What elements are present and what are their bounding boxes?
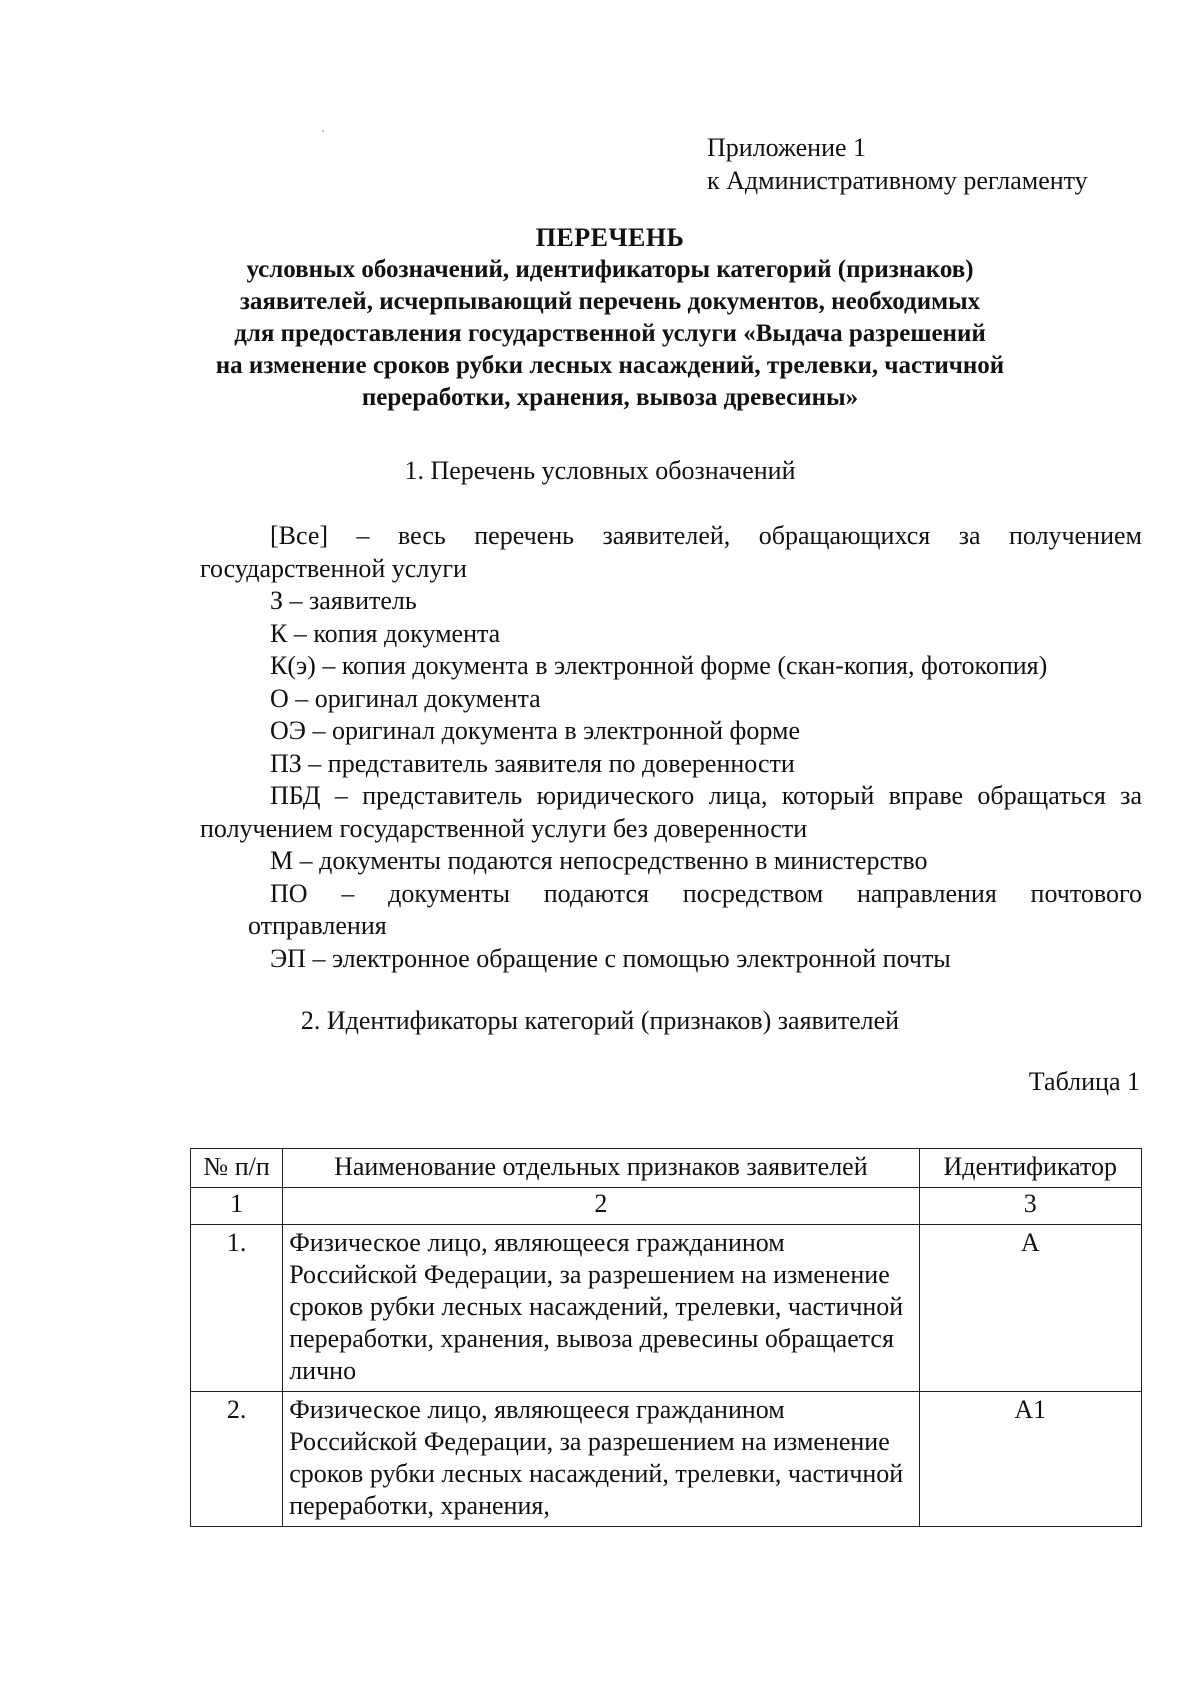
column-number-row <box>191 1188 1142 1225</box>
legend-item: ПЗ – представитель заявителя по доверенности <box>270 748 795 778</box>
legend-item: З – заявитель <box>270 586 417 615</box>
section-1-heading: 1. Перечень условных обозначений <box>404 456 796 485</box>
appendix-line-2: к Административному регламенту <box>707 166 1088 195</box>
title-heading: ПЕРЕЧЕНЬ <box>535 223 685 252</box>
header-id: Идентификатор <box>919 1149 1142 1188</box>
title-line: на изменение сроков рубки лесных насаждений, трелевки, частичной <box>215 352 1005 379</box>
row-id: А1 <box>919 1392 1142 1527</box>
legend-item: ПБД – представитель юридического лица, который вправе обращаться за получением государственной услуги без доверенности <box>200 781 1142 843</box>
legend-item: ОЭ – оригинал документа в электронной форме <box>270 716 801 745</box>
legend-item: М – документы подаются непосредственно в министерство <box>270 846 928 875</box>
row-name: Физическое лицо, являющееся гражданином Российской Федерации, за разрешением на изменение сроков рубки лесных насаждений, трелевки, частичной переработки, хранения, вывоза древесины обращается лично <box>283 1225 919 1392</box>
table-row <box>191 1392 1142 1527</box>
row-name: Физическое лицо, являющееся гражданином Российской Федерации, за разрешением на изменение сроков рубки лесных насаждений, трелевки, частичной переработки, хранения, <box>283 1392 919 1527</box>
column-number: 2 <box>283 1188 919 1225</box>
legend-item: ЭП – электронное обращение с помощью электронной почты <box>270 943 951 973</box>
row-num: 2. <box>191 1392 283 1527</box>
table-caption: Таблица 1 <box>1028 1067 1140 1096</box>
table-row <box>191 1225 1142 1392</box>
appendix-line-1: Приложение 1 <box>707 133 867 162</box>
appendix-label <box>707 131 1088 197</box>
column-number: 3 <box>919 1188 1142 1225</box>
title-line: условных обозначений, идентификаторы категорий (признаков) <box>246 256 974 283</box>
title-line: заявителей, исчерпывающий перечень документов, необходимых <box>239 288 981 315</box>
identifiers-table <box>190 1148 1142 1527</box>
legend-item: ПО – документы подаются посредством направления почтового <box>270 878 1142 908</box>
legend-item: [Все] – весь перечень заявителей, обращающихся за получением государственной услуги <box>200 521 1142 583</box>
column-number: 1 <box>191 1188 283 1225</box>
header-name: Наименование отдельных признаков заявителей <box>283 1149 919 1188</box>
table-header-row <box>191 1149 1142 1188</box>
section-2-heading: 2. Идентификаторы категорий (признаков) заявителей <box>300 1006 900 1035</box>
scan-speck <box>322 130 324 132</box>
legend-item-continuation: отправления <box>248 911 387 940</box>
row-id: А <box>919 1225 1142 1392</box>
legend-item: К(э) – копия документа в электронной форме (скан-копия, фотокопия) <box>270 651 1048 680</box>
document-title <box>150 222 1070 414</box>
title-line: переработки, хранения, вывоза древесины» <box>361 384 859 411</box>
header-num: № п/п <box>191 1149 283 1188</box>
legend-item: О – оригинал документа <box>270 683 541 713</box>
legend-list <box>200 520 1142 975</box>
row-num: 1. <box>191 1225 283 1392</box>
legend-item: К – копия документа <box>270 618 501 648</box>
title-line: для предоставления государственной услуги «Выдача разрешений <box>234 320 986 347</box>
